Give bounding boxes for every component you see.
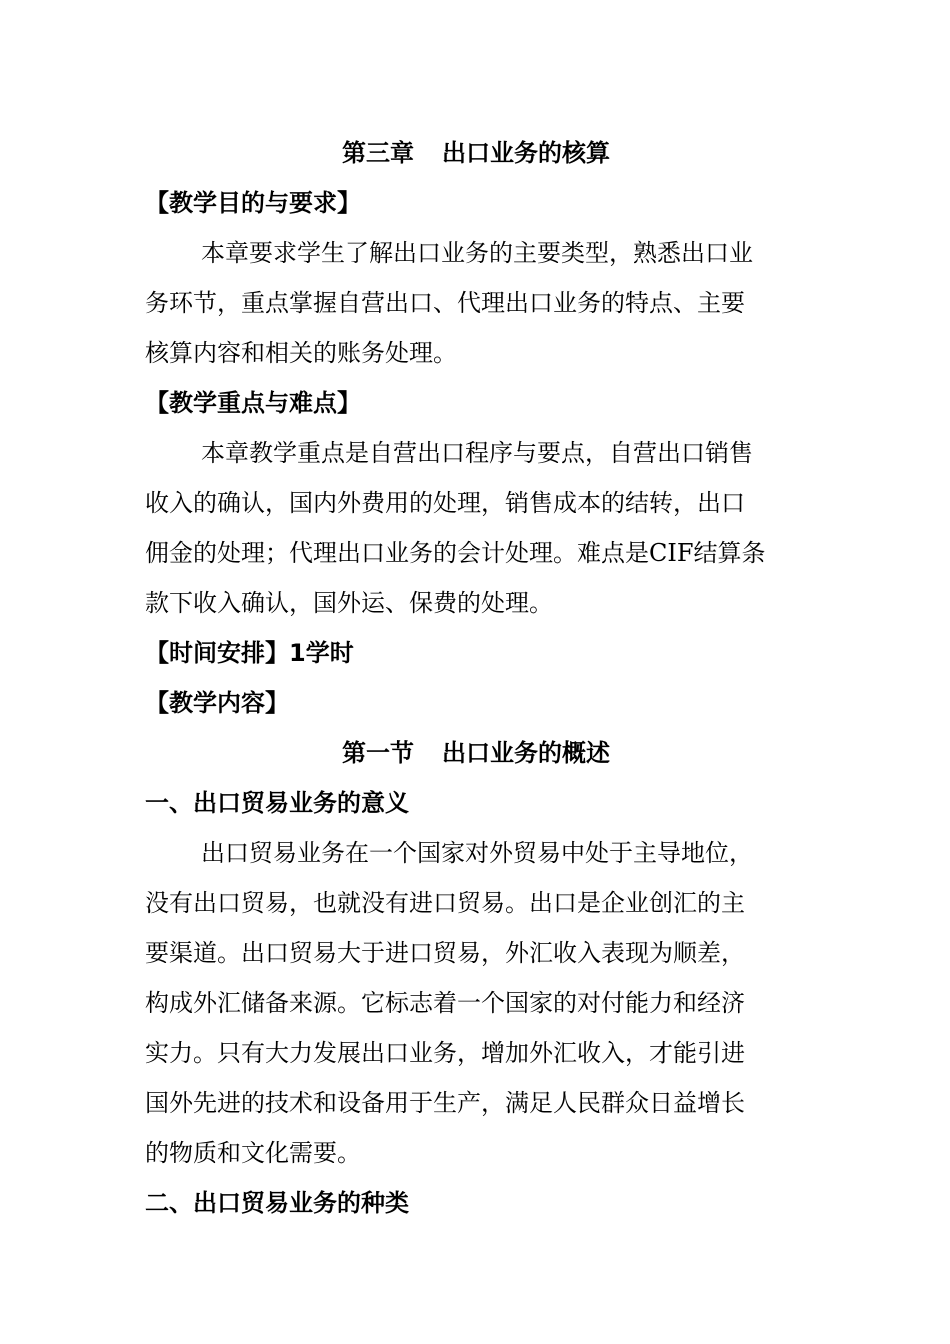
goals-line: 本章要求学生了解出口业务的主要类型，熟悉出口业: [201, 239, 753, 267]
document-body: [145, 128, 807, 1228]
goals-line: 务环节，重点掌握自营出口、代理出口业务的特点、主要: [145, 289, 745, 317]
keypoints-line: 款下收入确认，国外运、保费的处理。: [145, 589, 553, 617]
part1-line: 没有出口贸易，也就没有进口贸易。出口是企业创汇的主: [145, 889, 745, 917]
goals-line: 核算内容和相关的账务处理。: [145, 339, 457, 367]
chapter-number: 第三章: [342, 139, 414, 167]
section-number: 第一节: [342, 739, 414, 767]
schedule-row: [145, 628, 807, 678]
part1-line: 出口贸易业务在一个国家对外贸易中处于主导地位，: [201, 839, 753, 867]
schedule-value: 1学时: [289, 639, 354, 667]
section-title: [145, 728, 807, 778]
part1-line: 国外先进的技术和设备用于生产，满足人民群众日益增长: [145, 1089, 745, 1117]
keypoints-line: 本章教学重点是自营出口程序与要点，自营出口销售: [201, 439, 753, 467]
part1-line: 要渠道。出口贸易大于进口贸易，外汇收入表现为顺差，: [145, 939, 745, 967]
part1-line: 的物质和文化需要。: [145, 1139, 361, 1167]
chapter-name: 出口业务的核算: [442, 139, 610, 167]
part1-line: 实力。只有大力发展出口业务，增加外汇收入，才能引进: [145, 1039, 745, 1067]
keypoints-line: 收入的确认，国内外费用的处理，销售成本的结转，出口: [145, 489, 745, 517]
keypoints-line: 佣金的处理；代理出口业务的会计处理。难点是CIF结算条: [145, 539, 766, 567]
content-heading: 【教学内容】: [145, 689, 289, 717]
part1-heading: 一、出口贸易业务的意义: [145, 789, 409, 817]
part2-heading: 二、出口贸易业务的种类: [145, 1189, 409, 1217]
schedule-heading: 【时间安排】: [145, 639, 289, 667]
section-name: 出口业务的概述: [442, 739, 610, 767]
goals-heading: 【教学目的与要求】: [145, 189, 361, 217]
part1-line: 构成外汇储备来源。它标志着一个国家的对付能力和经济: [145, 989, 745, 1017]
chapter-title: [145, 128, 807, 178]
keypoints-heading: 【教学重点与难点】: [145, 389, 361, 417]
